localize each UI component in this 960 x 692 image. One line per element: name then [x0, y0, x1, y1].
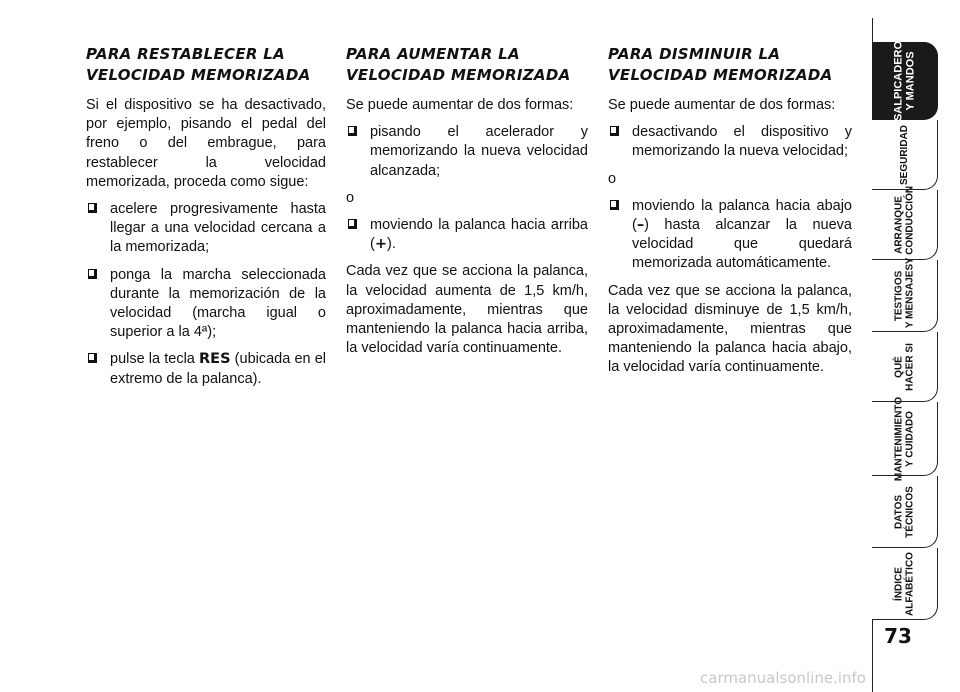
- column-disminuir: [608, 44, 852, 386]
- heading-disminuir: PARA DISMINUIR LA VELOCIDAD MEMORIZADA: [608, 45, 833, 84]
- list-item: pulse la tecla RES (ubicada en el extremo de la palanca).: [86, 350, 326, 388]
- heading-aumentar: PARA AUMENTAR LA VELOCIDAD MEMORIZADA: [346, 45, 571, 84]
- paragraph-body: Cada vez que se acciona la palanca, la velocidad disminuye de 1,5 km/h, aproximadamente, mientras que manteniendo la palanca hacia abajo, la velocidad varía continuamente.: [608, 282, 852, 376]
- heading-restablecer: PARA RESTABLECER LA VELOCIDAD MEMORIZADA: [86, 45, 311, 84]
- checkbox-bullet-icon: [88, 353, 97, 363]
- checkbox-bullet-icon: [88, 203, 97, 213]
- checkbox-bullet-icon: [348, 219, 357, 229]
- or-text: o: [608, 170, 617, 187]
- checkbox-bullet-icon: [88, 269, 97, 279]
- checkbox-bullet-icon: [348, 126, 357, 136]
- paragraph-intro: Se puede aumentar de dos formas:: [346, 97, 574, 113]
- checkbox-bullet-icon: [610, 200, 619, 210]
- tab-datos[interactable]: DATOS TÉCNICOS: [872, 476, 938, 548]
- column-aumentar: [346, 44, 588, 366]
- tab-indice[interactable]: ÍNDICE ALFABÉTICO: [872, 548, 938, 620]
- checkbox-bullet-icon: [610, 126, 619, 136]
- paragraph-intro: Si el dispositivo se ha desactivado, por ejemplo, pisando el pedal del freno o del embrague, para restablecer la velocidad memorizada, proceda como sigue:: [86, 97, 326, 190]
- plus-symbol: +: [374, 236, 387, 253]
- tab-que-hacer[interactable]: QUÉ HACER SI: [872, 332, 938, 402]
- list-item: pisando el acelerador y memorizando la nueva velocidad alcanzada;: [346, 123, 588, 181]
- or-text: o: [346, 189, 355, 206]
- list-item: desactivando el dispositivo y memorizando la nueva velocidad;: [608, 123, 852, 161]
- list-item: acelere progresivamente hasta llegar a una velocidad cercana a la memorizada;: [86, 200, 326, 258]
- watermark: carmanualsonline.info: [700, 669, 866, 687]
- tab-arranque[interactable]: ARRANQUE Y CONDUCCIÓN: [872, 190, 938, 260]
- res-key-label: RES: [199, 351, 231, 368]
- tab-seguridad[interactable]: SEGURIDAD: [872, 120, 938, 190]
- column-restablecer: [86, 44, 326, 397]
- list-item: ponga la marcha seleccionada durante la memorización de la velocidad (marcha igual o superior a la 4ª);: [86, 266, 326, 343]
- minus-symbol: –: [636, 217, 645, 234]
- page-number: 73: [884, 624, 912, 648]
- section-tab-bar: [872, 0, 960, 692]
- tab-bar-bottom-line: [872, 620, 873, 692]
- paragraph-intro: Se puede aumentar de dos formas:: [608, 97, 836, 113]
- tab-testigos[interactable]: TESTIGOS Y MENSAJES: [872, 260, 938, 332]
- list-item: moviendo la palanca hacia abajo (–) hasta alcanzar la nueva velocidad que quedará memorizada automáticamente.: [608, 197, 852, 274]
- tab-salpicadero[interactable]: SALPICADERO Y MANDOS: [872, 42, 938, 120]
- list-item: moviendo la palanca hacia arriba (+).: [346, 216, 588, 254]
- tab-mantenimiento[interactable]: MANTENIMIENTO Y CUIDADO: [872, 402, 938, 476]
- paragraph-body: Cada vez que se acciona la palanca, la velocidad aumenta de 1,5 km/h, aproximadamente, mientras que manteniendo la palanca hacia arriba, la velocidad varía continuamente.: [346, 263, 588, 357]
